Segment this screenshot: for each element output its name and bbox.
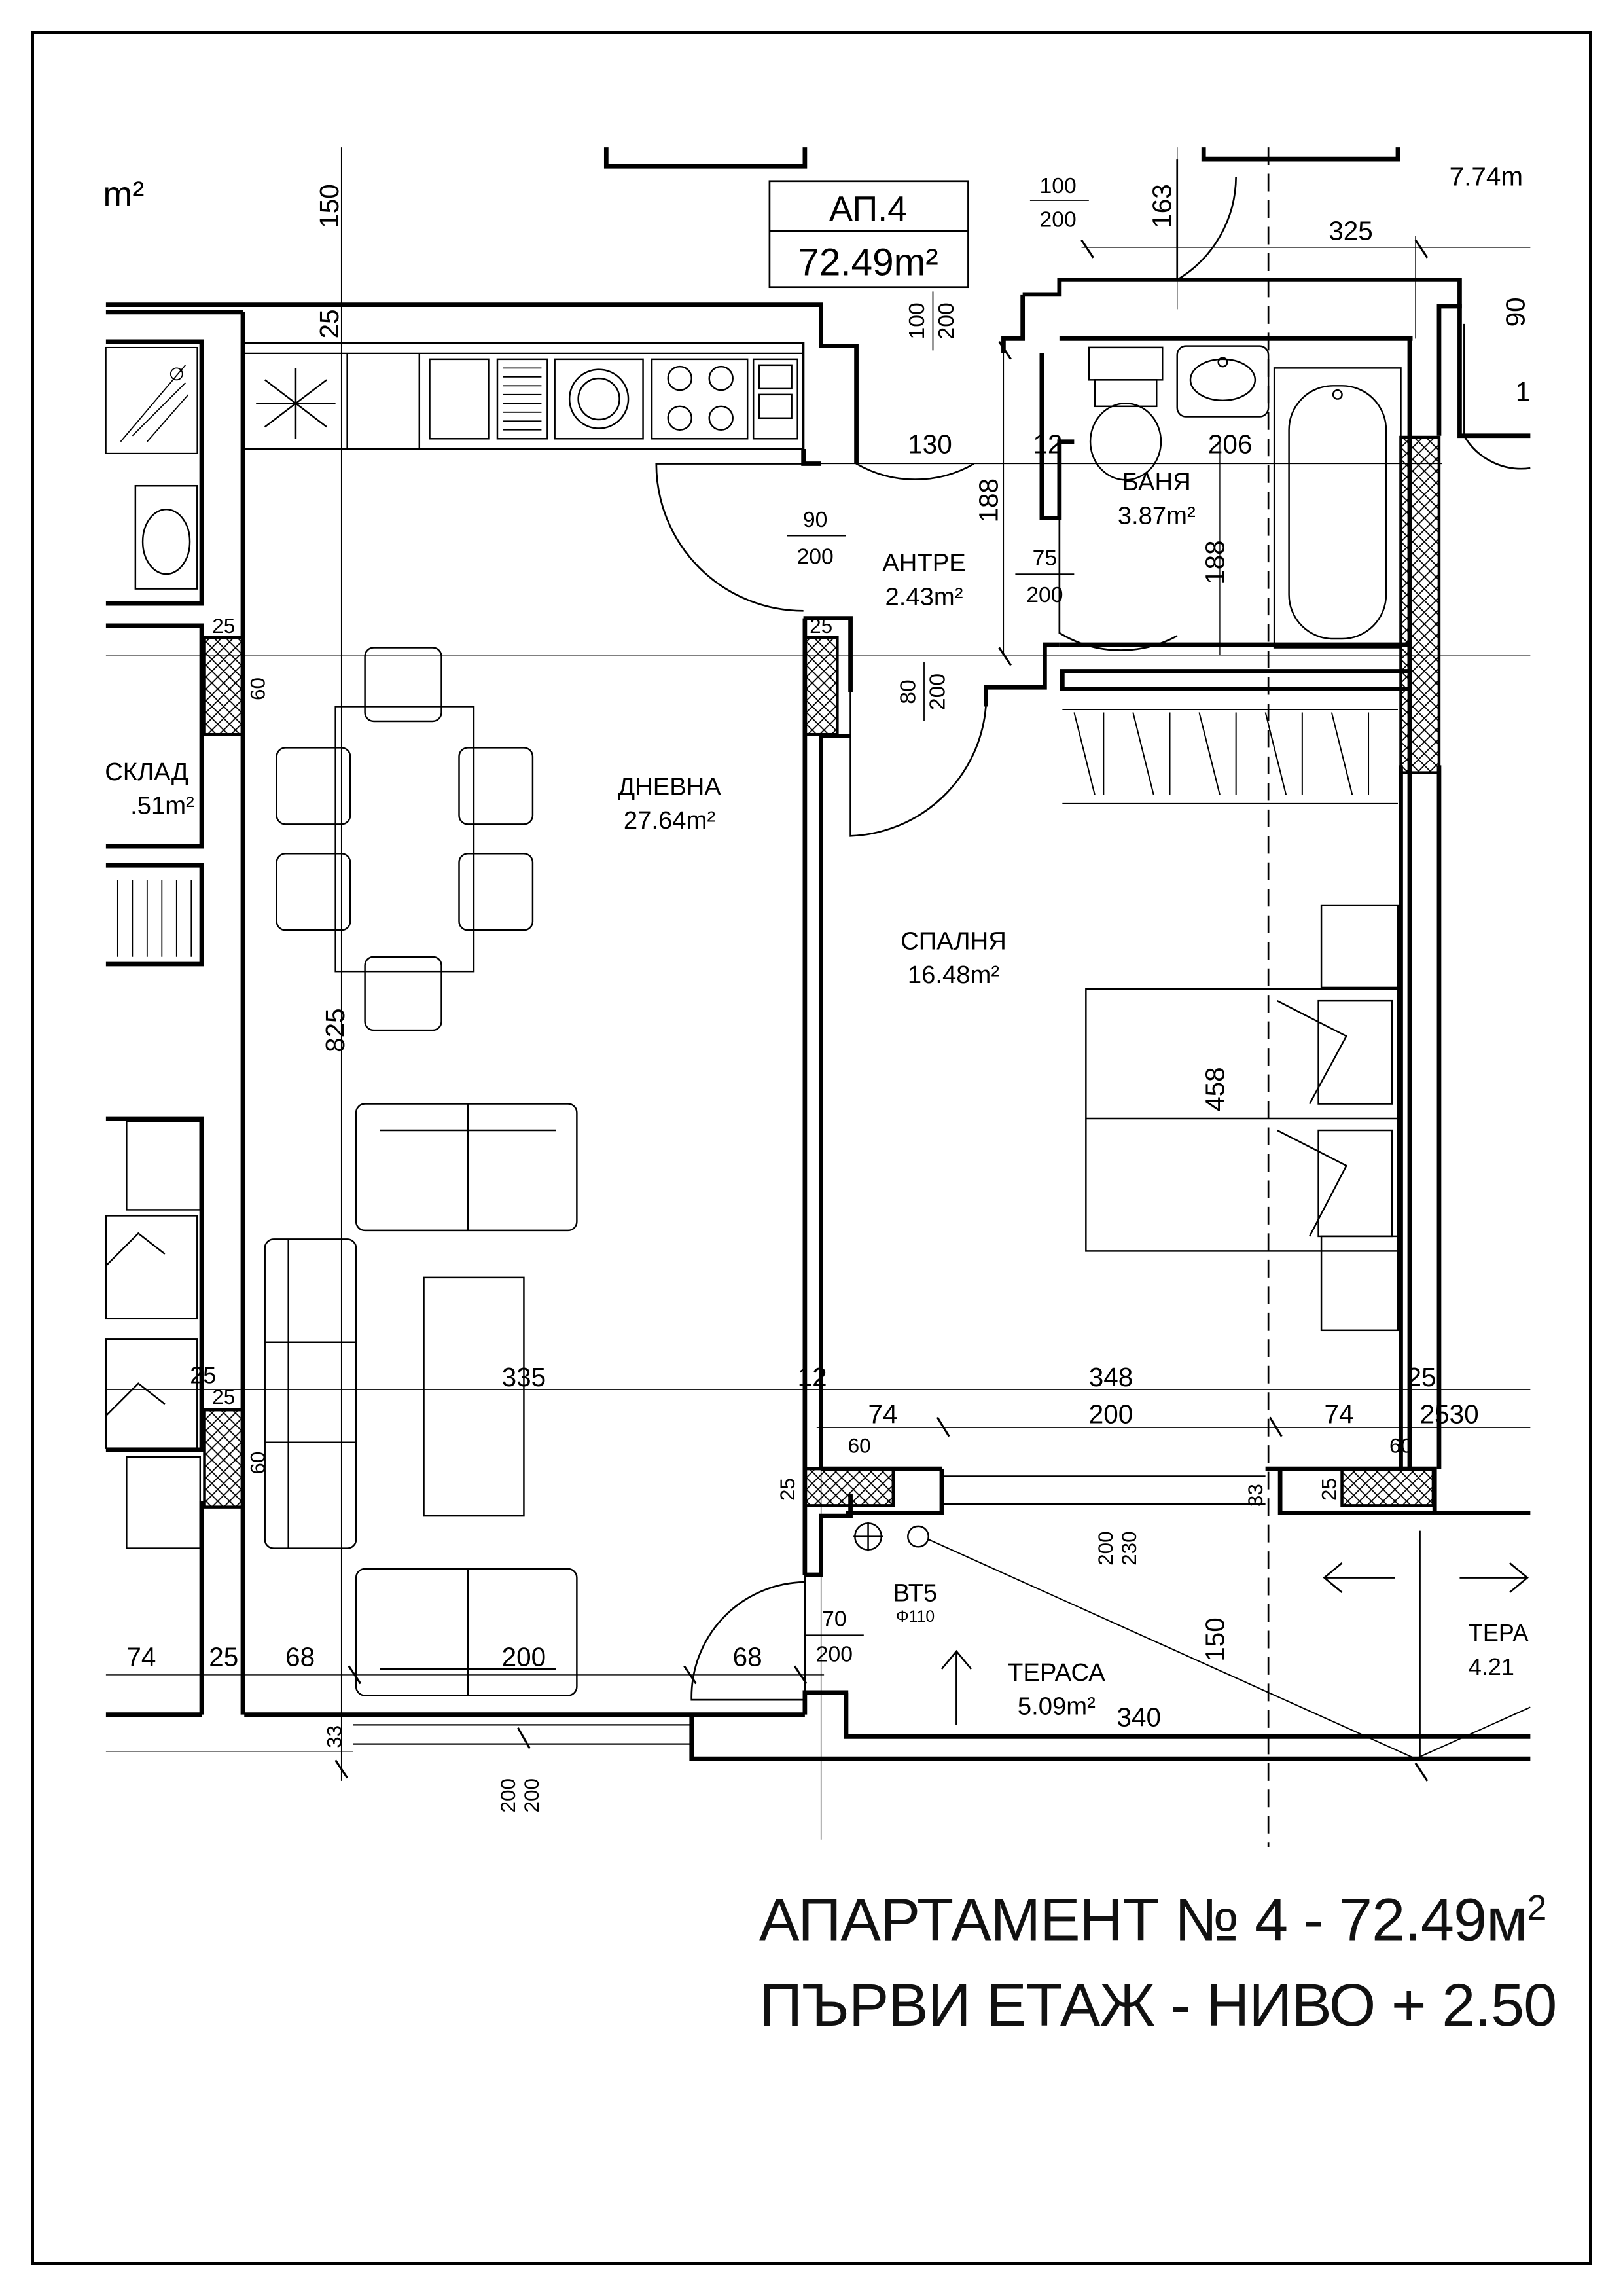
dim-label: 825 <box>320 1008 351 1052</box>
shower-icon <box>106 348 197 454</box>
dim-label: 150 <box>1200 1617 1230 1662</box>
dim-label: 25 <box>1406 1362 1436 1393</box>
dim-label: 12 <box>797 1362 827 1393</box>
sofa-bottom <box>356 1569 577 1695</box>
riser-diameter: Φ110 <box>895 1607 935 1626</box>
dim-label: 325 <box>1329 215 1373 246</box>
dim-label: 68 <box>732 1641 762 1672</box>
dim-label: 12 <box>1033 429 1063 459</box>
arrow-left-icon <box>1325 1563 1395 1592</box>
title-line-1-text: АПАРТАМЕНТ № 4 - 72.49м <box>759 1886 1527 1954</box>
title-line-1-superscript: 2 <box>1527 1888 1546 1928</box>
dim-label: 25 <box>810 615 833 638</box>
title-line-2: ПЪРВИ ЕТАЖ - НИВО + 2.50 <box>759 1971 1557 2039</box>
dim-label: 25 <box>212 1386 236 1409</box>
room-name-bedroom: СПАЛНЯ <box>901 927 1007 956</box>
chair <box>459 853 533 930</box>
cropped-area-right: 7.74m <box>1449 161 1524 192</box>
nightstand <box>1321 905 1398 988</box>
dim-label: 60 <box>246 677 270 701</box>
room-area-terrace2: 4.21 <box>1468 1653 1514 1680</box>
dim-label: 60 <box>246 1451 270 1475</box>
dim-label: 60 <box>1389 1434 1412 1458</box>
dim-label: 458 <box>1200 1067 1230 1111</box>
riser-label <box>893 1579 938 1626</box>
arrow-right-icon <box>1459 1563 1527 1592</box>
door-size-b: 200 <box>1039 207 1077 232</box>
washing-machine-icon <box>555 359 643 439</box>
dim-label: 25 <box>209 1641 239 1672</box>
room-name-bath: БАНЯ <box>1122 467 1191 496</box>
dishwasher-lines <box>503 368 541 429</box>
cropped-area-left: m² <box>103 175 145 215</box>
door-size: 75 <box>1032 545 1058 571</box>
door-label <box>896 662 950 721</box>
dim-label: 90 <box>1500 297 1531 327</box>
room-name-hall: АНТРЕ <box>882 548 966 577</box>
washbasin-icon <box>1177 346 1268 417</box>
door-size-b: 200 <box>1026 582 1063 607</box>
door-size: 90 <box>802 507 828 533</box>
door-size-b: 200 <box>933 302 959 340</box>
door-label <box>1015 546 1074 607</box>
door-size: 100 <box>904 302 930 340</box>
dim-label: 25 <box>190 1361 217 1389</box>
dim-label: 200 <box>1088 1399 1133 1429</box>
chair <box>277 747 350 824</box>
dim-label: 188 <box>1200 540 1230 584</box>
chair <box>365 648 442 721</box>
fridge-icon <box>256 368 335 439</box>
dim-label: 150 <box>314 184 345 228</box>
dim-label: 200 <box>501 1641 546 1672</box>
door-size: 80 <box>895 679 921 704</box>
sofa-top <box>356 1104 577 1230</box>
dim-label: 340 <box>1116 1702 1162 1732</box>
room-area-hall: 2.43m² <box>885 583 963 611</box>
dim-label: 200 <box>520 1778 543 1813</box>
apartment-tag-name: АП.4 <box>829 189 908 229</box>
chair <box>277 853 350 930</box>
dim-label: 2530 <box>1419 1399 1479 1429</box>
dim-label: 188 <box>973 478 1004 523</box>
room-name-terrace: ТЕРАСА <box>1008 1658 1105 1687</box>
dim-label: 74 <box>1324 1399 1354 1429</box>
bed-icon <box>1086 989 1398 1251</box>
dim-label: 33 <box>323 1725 346 1748</box>
washbasin-icon <box>135 486 197 588</box>
dim-label: 200 <box>1094 1531 1117 1566</box>
bathtub-icon <box>1274 368 1400 647</box>
wardrobe <box>118 880 191 957</box>
room-area-terrace: 5.09m² <box>1017 1692 1096 1721</box>
dim-label: 1 <box>1515 376 1531 406</box>
door-size-b: 200 <box>925 673 950 711</box>
coffee-table <box>424 1278 524 1516</box>
axis-lines <box>106 147 1530 1847</box>
room-name-terrace2: ТЕРА <box>1468 1619 1529 1647</box>
oven-icon <box>430 359 489 439</box>
dim-label: 163 <box>1147 184 1177 228</box>
room-area-bedroom: 16.48m² <box>907 961 1000 990</box>
dim-label: 130 <box>908 429 952 459</box>
arrow-up-icon <box>942 1651 971 1725</box>
dim-label: 25 <box>212 615 236 638</box>
door-label <box>787 507 846 569</box>
dim-label: 206 <box>1207 429 1253 459</box>
dim-label: 25 <box>314 309 345 339</box>
door-label <box>904 291 959 350</box>
room-name-living: ДНЕВНА <box>618 772 721 801</box>
dim-label: 200 <box>496 1778 520 1813</box>
door-size-b: 200 <box>796 544 834 569</box>
riser-name: ВТ5 <box>893 1579 938 1607</box>
dimension-ticks <box>336 240 1427 1781</box>
dim-label: 25 <box>1317 1478 1341 1501</box>
dim-label: 230 <box>1117 1531 1141 1566</box>
door-size: 100 <box>1039 173 1077 198</box>
wardrobe <box>1062 709 1398 804</box>
dim-label: 348 <box>1088 1362 1133 1393</box>
sofa-left <box>265 1239 356 1548</box>
door-label <box>805 1607 864 1667</box>
toilet-icon <box>1089 348 1162 480</box>
room-area-storage: .51m² <box>130 791 194 820</box>
dishwasher-icon <box>497 359 547 439</box>
room-area-living: 27.64m² <box>623 806 716 835</box>
dim-label: 74 <box>126 1641 156 1672</box>
dim-label: 33 <box>1244 1484 1268 1507</box>
room-area-bath: 3.87m² <box>1117 501 1196 530</box>
dim-label: 68 <box>285 1641 315 1672</box>
apartment-tag-area: 72.49m² <box>798 241 938 284</box>
dim-label: 60 <box>847 1434 871 1458</box>
stove-icon <box>652 359 747 439</box>
room-name-storage: СКЛАД <box>105 757 188 786</box>
dimension-labels <box>126 184 1530 1812</box>
dining-table <box>336 706 474 971</box>
dim-label: 335 <box>501 1362 546 1393</box>
apartment-tag <box>770 181 969 287</box>
door-size: 70 <box>822 1606 847 1632</box>
door-size-b: 200 <box>815 1641 853 1667</box>
title-line-1 <box>759 1865 1546 1963</box>
chair <box>459 747 533 824</box>
door-label <box>1030 173 1089 232</box>
dim-label: 74 <box>868 1399 898 1429</box>
dim-label: 25 <box>776 1478 800 1501</box>
chair <box>365 957 442 1030</box>
drawing-title <box>759 1865 1557 2048</box>
